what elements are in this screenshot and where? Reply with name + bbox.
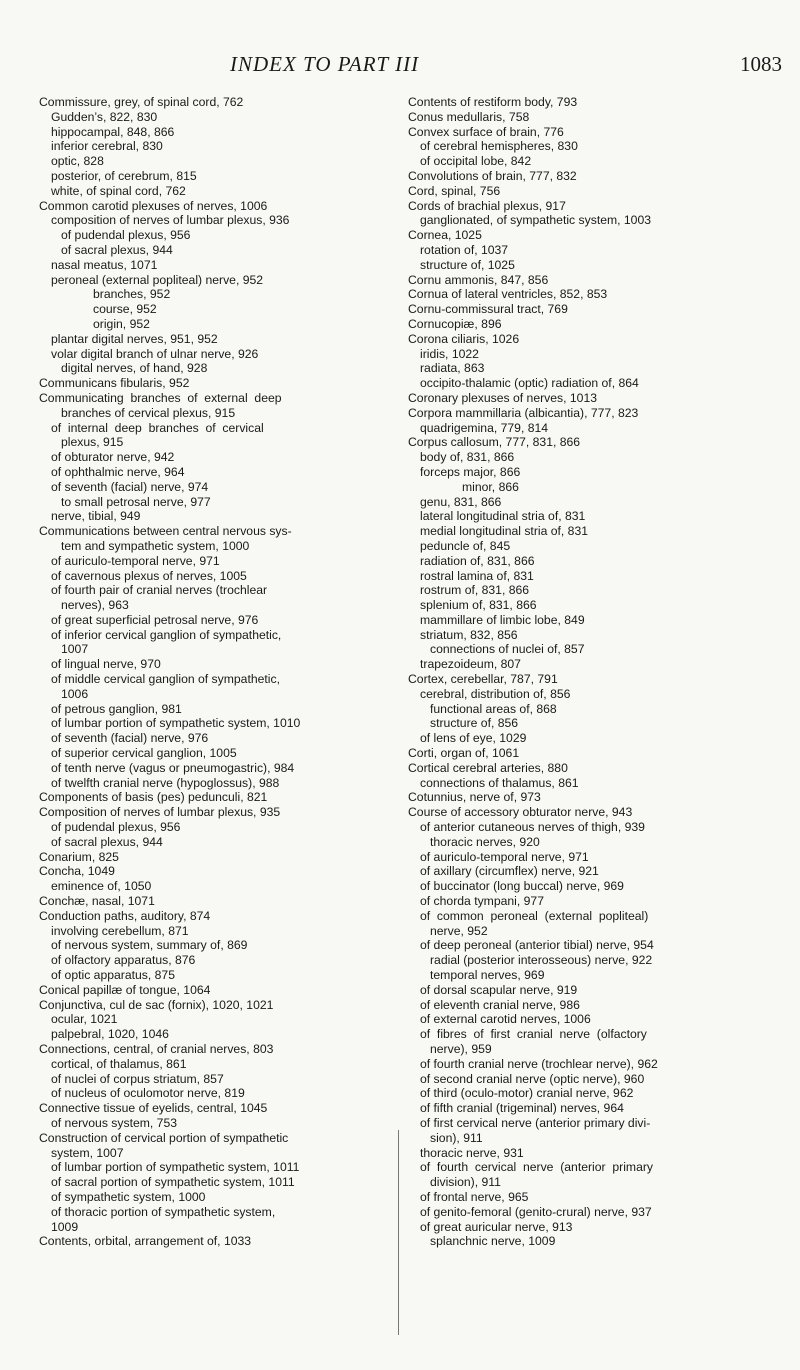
index-entry: of sacral plexus, 944 — [51, 834, 163, 849]
index-entry: of pudendal plexus, 956 — [61, 228, 191, 243]
index-entry: Communications between central nervous sys- — [39, 524, 292, 539]
index-entry: inferior cerebral, 830 — [51, 139, 163, 154]
index-entry: of frontal nerve, 965 — [420, 1189, 529, 1204]
index-entry: optic, 828 — [51, 154, 104, 169]
index-entry: structure of, 856 — [430, 716, 519, 731]
index-entry: mammillare of limbic lobe, 849 — [420, 612, 585, 627]
index-entry: Commissure, grey, of spinal cord, 762 — [39, 95, 244, 109]
index-entry: rostral lamina of, 831 — [420, 568, 534, 583]
index-entry: of first cervical nerve (anterior primary divi- — [420, 1115, 651, 1130]
index-entry: trapezoideum, 807 — [420, 657, 521, 672]
page-number: 1083 — [740, 52, 782, 76]
index-entry: cortical, of thalamus, 861 — [51, 1056, 187, 1071]
index-entry: minor, 866 — [462, 479, 519, 494]
index-entry: Conjunctiva, cul de sac (fornix), 1020, 1021 — [39, 997, 274, 1012]
index-entry: Conchæ, nasal, 1071 — [39, 894, 155, 909]
index-entry: sion), 911 — [430, 1130, 483, 1145]
index-entry: Contents of restiform body, 793 — [408, 95, 578, 109]
index-entry: Course of accessory obturator nerve, 943 — [408, 805, 633, 820]
index-entry: involving cerebellum, 871 — [51, 923, 189, 938]
index-entry: of inferior cervical ganglion of sympathetic, — [51, 627, 282, 642]
index-entry: composition of nerves of lumbar plexus, 936 — [51, 213, 290, 228]
index-entry: origin, 952 — [93, 316, 150, 331]
index-entry: of cerebral hemispheres, 830 — [420, 139, 578, 154]
index-entry: Corona ciliaris, 1026 — [408, 331, 520, 346]
index-entry: Concha, 1049 — [39, 864, 115, 879]
index-entry: palpebral, 1020, 1046 — [51, 1027, 169, 1042]
index-entry: Cotunnius, nerve of, 973 — [408, 790, 541, 805]
index-entry: peroneal (external popliteal) nerve, 952 — [51, 272, 264, 287]
index-entry: Coronary plexuses of nerves, 1013 — [408, 390, 598, 405]
index-entry: Connections, central, of cranial nerves, 803 — [39, 1042, 274, 1056]
index-entry: functional areas of, 868 — [430, 701, 557, 716]
index-entry: of lumbar portion of sympathetic system, 1011 — [51, 1160, 300, 1175]
index-entry: of fourth cervical nerve (anterior primary — [420, 1160, 653, 1175]
index-entry: of common peroneal (external popliteal) — [420, 908, 649, 923]
index-entry: of buccinator (long buccal) nerve, 969 — [420, 879, 624, 894]
index-entry: striatum, 832, 856 — [420, 627, 518, 642]
index-entry: lateral longitudinal stria of, 831 — [420, 509, 586, 524]
index-entry: of twelfth cranial nerve (hypoglossus), 988 — [51, 775, 280, 790]
index-entry: of internal deep branches of cervical — [51, 420, 264, 435]
index-entry: Cornua of lateral ventricles, 852, 853 — [408, 287, 608, 302]
index-entry: occipito-thalamic (optic) radiation of, 864 — [420, 376, 639, 391]
index-entry: of nervous system, 753 — [51, 1115, 177, 1130]
index-entry: of tenth nerve (vagus or pneumogastric), 984 — [51, 760, 295, 775]
index-entry: system, 1007 — [51, 1145, 124, 1160]
index-entry: of superior cervical ganglion, 1005 — [51, 746, 237, 761]
index-entry: of nervous system, summary of, 869 — [51, 938, 248, 953]
index-entry: of dorsal scapular nerve, 919 — [420, 982, 578, 997]
index-entry: Conarium, 825 — [39, 849, 119, 864]
index-entry: Cord, spinal, 756 — [408, 183, 501, 198]
index-entry: forceps major, 866 — [420, 464, 521, 479]
index-entry: branches of cervical plexus, 915 — [61, 405, 236, 420]
column-divider — [398, 1130, 399, 1335]
index-entry: of nucleus of oculomotor nerve, 819 — [51, 1086, 245, 1101]
index-entry: ocular, 1021 — [51, 1012, 118, 1027]
index-entry: Cornea, 1025 — [408, 228, 482, 243]
index-entry: radiata, 863 — [420, 361, 485, 376]
index-entry: 1007 — [61, 642, 89, 657]
index-entry: of thoracic portion of sympathetic system, — [51, 1204, 276, 1219]
index-entry: of external carotid nerves, 1006 — [420, 1012, 591, 1027]
index-entry: 1009 — [51, 1219, 79, 1234]
index-entry: of sacral portion of sympathetic system, 1011 — [51, 1175, 295, 1190]
index-column-right — [408, 95, 758, 1249]
index-entry: of optic apparatus, 875 — [51, 968, 175, 983]
index-entry: connections of thalamus, 861 — [420, 775, 579, 790]
index-entry: of pudendal plexus, 956 — [51, 820, 181, 835]
index-entry: Cortical cerebral arteries, 880 — [408, 760, 568, 775]
running-title: INDEX TO PART III — [230, 52, 420, 76]
index-entry: thoracic nerves, 920 — [430, 834, 540, 849]
index-entry: hippocampal, 848, 866 — [51, 124, 175, 139]
index-entry: posterior, of cerebrum, 815 — [51, 168, 197, 183]
index-entry: of lens of eye, 1029 — [420, 731, 527, 746]
index-entry: of fourth pair of cranial nerves (trochlear — [51, 583, 268, 598]
index-entry: tem and sympathetic system, 1000 — [61, 538, 250, 553]
index-entry: digital nerves, of hand, 928 — [61, 361, 208, 376]
index-entry: course, 952 — [93, 302, 157, 317]
index-entry: Convex surface of brain, 776 — [408, 124, 564, 139]
index-entry: of middle cervical ganglion of sympathetic, — [51, 672, 280, 687]
index-entry: Construction of cervical portion of sympathetic — [39, 1130, 289, 1145]
index-entry: of sacral plexus, 944 — [61, 242, 173, 257]
index-entry: plexus, 915 — [61, 435, 124, 450]
index-entry: of great auricular nerve, 913 — [420, 1219, 573, 1234]
index-entry: quadrigemina, 779, 814 — [420, 420, 549, 435]
index-entry: Components of basis (pes) pedunculi, 821 — [39, 790, 268, 805]
index-entry: connections of nuclei of, 857 — [430, 642, 585, 657]
index-entry: splenium of, 831, 866 — [420, 598, 537, 613]
index-entry: Conical papillæ of tongue, 1064 — [39, 982, 211, 997]
index-entry: rostrum of, 831, 866 — [420, 583, 530, 598]
index-entry: of great superficial petrosal nerve, 976 — [51, 612, 259, 627]
index-entry: volar digital branch of ulnar nerve, 926 — [51, 346, 259, 361]
index-entry: to small petrosal nerve, 977 — [61, 494, 211, 509]
index-entry: of auriculo-temporal nerve, 971 — [51, 553, 220, 568]
index-entry: nerves), 963 — [61, 598, 129, 613]
index-entry: genu, 831, 866 — [420, 494, 502, 509]
index-entry: nerve, 952 — [430, 923, 488, 938]
index-entry: Corpus callosum, 777, 831, 866 — [408, 435, 581, 450]
index-entry: of petrous ganglion, 981 — [51, 701, 182, 716]
index-entry: Communicans fibularis, 952 — [39, 376, 190, 391]
index-entry: Composition of nerves of lumbar plexus, 935 — [39, 805, 281, 820]
index-entry: of fourth cranial nerve (trochlear nerve), 962 — [420, 1056, 658, 1071]
index-entry: plantar digital nerves, 951, 952 — [51, 331, 218, 346]
index-entry: radial (posterior interosseous) nerve, 922 — [430, 953, 653, 968]
index-entry: nerve), 959 — [430, 1042, 492, 1056]
index-entry: of sympathetic system, 1000 — [51, 1189, 206, 1204]
index-entry: of auriculo-temporal nerve, 971 — [420, 849, 589, 864]
index-entry: nasal meatus, 1071 — [51, 257, 158, 272]
index-entry: splanchnic nerve, 1009 — [430, 1234, 556, 1249]
index-entry: Cornu-commissural tract, 769 — [408, 302, 568, 317]
index-entry: of occipital lobe, 842 — [420, 154, 532, 169]
index-entry: of axillary (circumflex) nerve, 921 — [420, 864, 599, 879]
index-entry: iridis, 1022 — [420, 346, 479, 361]
index-entry: nerve, tibial, 949 — [51, 509, 141, 524]
index-entry: of obturator nerve, 942 — [51, 450, 175, 465]
index-entry: division), 911 — [430, 1175, 501, 1190]
index-entry: Conduction paths, auditory, 874 — [39, 908, 211, 923]
index-entry: of fifth cranial (trigeminal) nerves, 964 — [420, 1101, 624, 1116]
index-entry: Cortex, cerebellar, 787, 791 — [408, 672, 558, 687]
index-column-left — [39, 95, 393, 1249]
running-header — [0, 52, 800, 82]
index-entry: of eleventh cranial nerve, 986 — [420, 997, 580, 1012]
index-entry: body of, 831, 866 — [420, 450, 515, 465]
index-entry: cerebral, distribution of, 856 — [420, 686, 571, 701]
index-entry: of lingual nerve, 970 — [51, 657, 161, 672]
index-entry: of seventh (facial) nerve, 976 — [51, 731, 209, 746]
index-entry: of anterior cutaneous nerves of thigh, 939 — [420, 820, 645, 835]
index-entry: of olfactory apparatus, 876 — [51, 953, 196, 968]
index-entry: Corti, organ of, 1061 — [408, 746, 520, 761]
index-entry: 1006 — [61, 686, 89, 701]
index-entry: Cornucopiæ, 896 — [408, 316, 502, 331]
index-entry: branches, 952 — [93, 287, 171, 302]
index-entry: of lumbar portion of sympathetic system, 1010 — [51, 716, 301, 731]
index-entry: structure of, 1025 — [420, 257, 515, 272]
index-entry: of ophthalmic nerve, 964 — [51, 464, 185, 479]
index-entry: peduncle of, 845 — [420, 538, 511, 553]
index-entry: Communicating branches of external deep — [39, 390, 282, 405]
index-entry: of chorda tympani, 977 — [420, 894, 544, 909]
index-entry: of cavernous plexus of nerves, 1005 — [51, 568, 247, 583]
index-entry: of deep peroneal (anterior tibial) nerve, 954 — [420, 938, 654, 953]
index-entry: thoracic nerve, 931 — [420, 1145, 524, 1160]
index-entry: of seventh (facial) nerve, 974 — [51, 479, 209, 494]
index-entry: of third (oculo-motor) cranial nerve, 962 — [420, 1086, 634, 1101]
index-entry: rotation of, 1037 — [420, 242, 509, 257]
index-entry: Conus medullaris, 758 — [408, 109, 530, 124]
index-entry: ganglionated, of sympathetic system, 1003 — [420, 213, 652, 228]
index-entry: radiation of, 831, 866 — [420, 553, 535, 568]
index-entry: medial longitudinal stria of, 831 — [420, 524, 589, 539]
index-entry: Gudden’s, 822, 830 — [51, 109, 158, 124]
index-entry: Contents, orbital, arrangement of, 1033 — [39, 1234, 252, 1249]
index-entry: Common carotid plexuses of nerves, 1006 — [39, 198, 268, 213]
index-entry: of second cranial nerve (optic nerve), 960 — [420, 1071, 645, 1086]
index-entry: Cords of brachial plexus, 917 — [408, 198, 566, 213]
index-entry: of nuclei of corpus striatum, 857 — [51, 1071, 224, 1086]
index-entry: eminence of, 1050 — [51, 879, 152, 894]
index-entry: Convolutions of brain, 777, 832 — [408, 168, 577, 183]
index-entry: of genito-femoral (genito-crural) nerve, 937 — [420, 1204, 652, 1219]
index-entry: of fibres of first cranial nerve (olfactory — [420, 1027, 647, 1042]
index-entry: temporal nerves, 969 — [430, 968, 545, 983]
index-entry: Connective tissue of eyelids, central, 1045 — [39, 1101, 268, 1116]
index-entry: Cornu ammonis, 847, 856 — [408, 272, 549, 287]
index-entry: Corpora mammillaria (albicantia), 777, 823 — [408, 405, 639, 420]
index-entry: white, of spinal cord, 762 — [51, 183, 186, 198]
